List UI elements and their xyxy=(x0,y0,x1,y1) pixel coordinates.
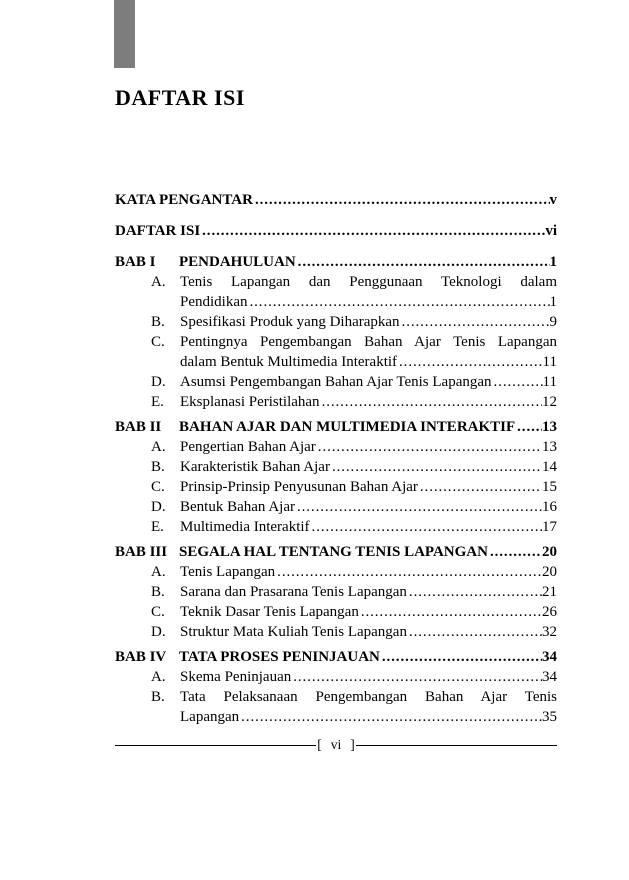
item-body xyxy=(180,687,557,727)
item-last-line xyxy=(180,312,557,332)
item-page: 12 xyxy=(542,394,557,410)
toc-entry-daftar-isi xyxy=(115,221,557,241)
toc-chapter-bab-1 xyxy=(115,252,557,412)
footer-bracket-right: ] xyxy=(350,737,355,752)
item-letter: B. xyxy=(151,314,165,330)
page-content xyxy=(115,0,557,727)
item-body xyxy=(180,272,557,312)
toc-item xyxy=(115,312,557,332)
item-text: Karakteristik Bahan Ajar xyxy=(180,459,330,475)
item-text: Pendidikan xyxy=(180,294,248,310)
chapter-heading xyxy=(115,647,557,667)
toc-entry-page: vi xyxy=(545,223,557,239)
toc-item xyxy=(115,457,557,477)
item-letter: A. xyxy=(151,669,166,685)
item-text: Tenis Lapangan xyxy=(180,564,276,580)
item-body xyxy=(180,332,557,372)
toc-item xyxy=(115,602,557,622)
item-last-line xyxy=(180,477,557,497)
item-letter: E. xyxy=(151,394,164,410)
item-last-line xyxy=(180,707,557,727)
toc-item xyxy=(115,392,557,412)
item-body xyxy=(180,392,557,412)
item-last-line xyxy=(180,582,557,602)
item-letter: B. xyxy=(151,459,165,475)
item-page: 11 xyxy=(542,374,557,390)
dot-leader xyxy=(275,562,542,582)
item-page: 9 xyxy=(549,314,557,330)
item-page: 21 xyxy=(542,584,557,600)
item-last-line xyxy=(180,497,557,517)
item-text: Struktur Mata Kuliah Tenis Lapangan xyxy=(180,624,407,640)
dot-leader xyxy=(380,647,542,667)
item-last-line xyxy=(180,667,557,687)
footer-page-number: vi xyxy=(330,737,342,752)
item-page: 1 xyxy=(549,294,557,310)
footer-rule-left xyxy=(115,745,316,746)
toc-chapter-bab-2 xyxy=(115,417,557,537)
toc-item xyxy=(115,477,557,497)
page-title: DAFTAR ISI xyxy=(115,85,245,110)
chapter-title: TATA PROSES PENINJAUAN xyxy=(179,649,380,665)
dot-leader xyxy=(488,542,542,562)
chapter-label: BAB I xyxy=(115,254,156,270)
item-text: Bentuk Bahan Ajar xyxy=(180,499,295,515)
dot-leader xyxy=(407,582,542,602)
dot-leader xyxy=(418,477,542,497)
dot-leader xyxy=(200,221,545,241)
item-letter: D. xyxy=(151,374,166,390)
item-last-line xyxy=(180,517,557,537)
item-text: Pengertian Bahan Ajar xyxy=(180,439,316,455)
toc-item xyxy=(115,582,557,602)
dot-leader xyxy=(330,457,542,477)
dot-leader xyxy=(316,437,542,457)
item-body xyxy=(180,457,557,477)
item-page: 26 xyxy=(542,604,557,620)
item-body xyxy=(180,582,557,602)
page-footer xyxy=(115,736,557,754)
dot-leader xyxy=(397,352,543,372)
chapter-title: SEGALA HAL TENTANG TENIS LAPANGAN xyxy=(179,544,488,560)
toc-item xyxy=(115,687,557,727)
chapter-page: 13 xyxy=(542,419,557,435)
toc-item xyxy=(115,437,557,457)
item-letter: D. xyxy=(151,499,166,515)
item-body xyxy=(180,622,557,642)
item-letter: B. xyxy=(151,584,165,600)
toc-entry-page: v xyxy=(549,192,557,208)
dot-leader xyxy=(359,602,542,622)
item-page: 17 xyxy=(542,519,557,535)
toc-item xyxy=(115,562,557,582)
item-last-line xyxy=(180,457,557,477)
toc-chapter-bab-3 xyxy=(115,542,557,642)
toc-item xyxy=(115,667,557,687)
chapter-page: 34 xyxy=(542,649,557,665)
item-letter: A. xyxy=(151,439,166,455)
chapter-title: PENDAHULUAN xyxy=(179,254,296,270)
dot-leader xyxy=(320,392,542,412)
dot-leader xyxy=(253,190,550,210)
item-page: 15 xyxy=(542,479,557,495)
dot-leader xyxy=(248,292,550,312)
item-last-line xyxy=(180,352,557,372)
item-text: Skema Peninjauan xyxy=(180,669,292,685)
dot-leader xyxy=(291,667,542,687)
toc-entry-label: KATA PENGANTAR xyxy=(115,192,253,208)
item-body xyxy=(180,497,557,517)
item-last-line xyxy=(180,622,557,642)
toc-entry-kata-pengantar xyxy=(115,190,557,210)
item-text: Spesifikasi Produk yang Diharapkan xyxy=(180,314,400,330)
item-letter: D. xyxy=(151,624,166,640)
chapter-page: 20 xyxy=(542,544,557,560)
item-text: dalam Bentuk Multimedia Interaktif xyxy=(180,354,398,370)
item-text-line1: Tenis Lapangan dan Penggunaan Teknologi dalam xyxy=(180,274,557,290)
item-body xyxy=(180,602,557,622)
item-body xyxy=(180,477,557,497)
item-text: Eksplanasi Peristilahan xyxy=(180,394,320,410)
item-text: Teknik Dasar Tenis Lapangan xyxy=(180,604,359,620)
item-letter: B. xyxy=(151,689,165,705)
footer-bracket-left: [ xyxy=(317,737,322,752)
dot-leader xyxy=(295,497,542,517)
chapter-heading xyxy=(115,542,557,562)
chapter-heading xyxy=(115,252,557,272)
item-text: Lapangan xyxy=(180,709,240,725)
item-text-line1: Pentingnya Pengembangan Bahan Ajar Tenis Lapangan xyxy=(180,334,557,350)
chapter-heading xyxy=(115,417,557,437)
dot-leader xyxy=(515,417,542,437)
item-page: 34 xyxy=(542,669,557,685)
item-page: 13 xyxy=(542,439,557,455)
toc-item xyxy=(115,332,557,372)
item-letter: C. xyxy=(151,334,165,350)
item-body xyxy=(180,312,557,332)
item-letter: A. xyxy=(151,564,166,580)
chapter-label: BAB III xyxy=(115,544,168,560)
chapter-label: BAB II xyxy=(115,419,162,435)
toc-item xyxy=(115,622,557,642)
toc-entry-label: DAFTAR ISI xyxy=(115,223,201,239)
item-text: Asumsi Pengembangan Bahan Ajar Tenis Lapangan xyxy=(180,374,492,390)
dot-leader xyxy=(407,622,542,642)
item-text: Multimedia Interaktif xyxy=(180,519,310,535)
item-last-line xyxy=(180,562,557,582)
item-last-line xyxy=(180,602,557,622)
table-of-contents xyxy=(115,190,557,727)
footer-rule-right xyxy=(356,745,557,746)
chapter-title: BAHAN AJAR DAN MULTIMEDIA INTERAKTIF xyxy=(179,419,516,435)
toc-chapter-bab-4 xyxy=(115,647,557,727)
item-page: 20 xyxy=(542,564,557,580)
item-page: 14 xyxy=(542,459,557,475)
chapter-label: BAB IV xyxy=(115,649,167,665)
item-letter: E. xyxy=(151,519,164,535)
item-body xyxy=(180,372,557,392)
item-letter: C. xyxy=(151,604,165,620)
item-last-line xyxy=(180,392,557,412)
toc-item xyxy=(115,372,557,392)
chapter-page: 1 xyxy=(549,254,557,270)
dot-leader xyxy=(310,517,542,537)
item-page: 32 xyxy=(542,624,557,640)
item-last-line xyxy=(180,292,557,312)
toc-item xyxy=(115,497,557,517)
item-body xyxy=(180,562,557,582)
item-page: 16 xyxy=(542,499,557,515)
dot-leader xyxy=(296,252,550,272)
item-last-line xyxy=(180,437,557,457)
dot-leader xyxy=(400,312,550,332)
toc-item xyxy=(115,272,557,312)
item-text: Prinsip-Prinsip Penyusunan Bahan Ajar xyxy=(180,479,418,495)
dot-leader xyxy=(239,707,542,727)
item-letter: A. xyxy=(151,274,166,290)
item-page: 11 xyxy=(542,354,557,370)
item-page: 35 xyxy=(542,709,557,725)
item-last-line xyxy=(180,372,557,392)
item-text: Sarana dan Prasarana Tenis Lapangan xyxy=(180,584,407,600)
item-body xyxy=(180,437,557,457)
dot-leader xyxy=(492,372,543,392)
item-body xyxy=(180,517,557,537)
item-text-line1: Tata Pelaksanaan Pengembangan Bahan Ajar Tenis xyxy=(180,689,557,705)
item-body xyxy=(180,667,557,687)
toc-item xyxy=(115,517,557,537)
item-letter: C. xyxy=(151,479,165,495)
